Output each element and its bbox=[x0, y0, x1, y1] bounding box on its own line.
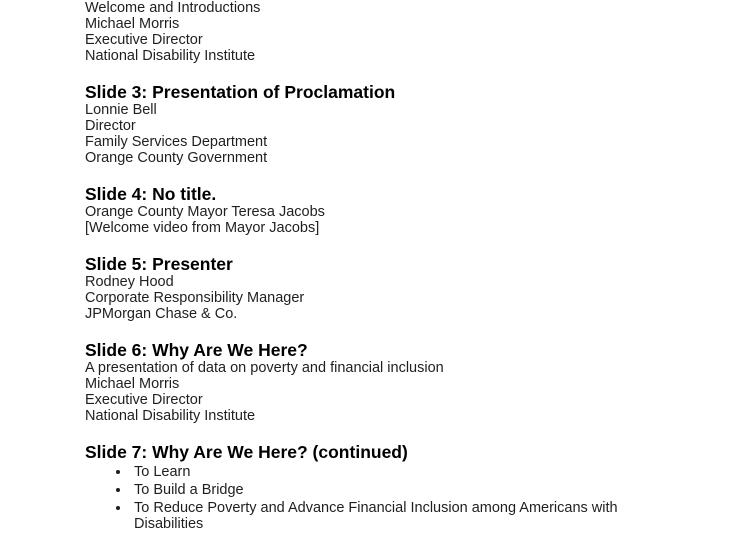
slide-heading: Slide 6: Why Are We Here? bbox=[85, 340, 308, 360]
text-line: Orange County Government bbox=[85, 150, 268, 166]
text-line: JPMorgan Chase & Co. bbox=[85, 306, 238, 322]
slide-heading: Slide 5: Presenter bbox=[85, 254, 233, 274]
text-line: National Disability Institute bbox=[85, 48, 256, 64]
slide-heading: Slide 3: Presentation of Proclamation bbox=[85, 82, 396, 102]
slide-section bbox=[85, 185, 631, 236]
text-line: A presentation of data on poverty and financial inclusion bbox=[85, 360, 444, 376]
text-line: Lonnie Bell bbox=[85, 102, 157, 118]
text-line: Corporate Responsibility Manager bbox=[85, 290, 305, 306]
slide-section bbox=[85, 0, 631, 64]
bullet-list bbox=[85, 464, 631, 532]
text-line: Orange County Mayor Teresa Jacobs bbox=[85, 204, 325, 220]
text-line: Welcome and Introductions bbox=[85, 0, 261, 16]
bullet-item: • To Build a Bridge bbox=[131, 482, 631, 498]
bullet-item: • To Reduce Poverty and Advance Financial Inclusion among Americans with Disabilities bbox=[131, 500, 631, 532]
bullet-item: • To Learn bbox=[131, 464, 631, 480]
slide-section bbox=[85, 255, 631, 322]
text-line: [Welcome video from Mayor Jacobs] bbox=[85, 220, 320, 236]
text-line: Michael Morris bbox=[85, 16, 180, 32]
slide-section bbox=[85, 443, 631, 532]
slide-heading: Slide 4: No title. bbox=[85, 184, 217, 204]
slide-section bbox=[85, 341, 631, 424]
slide-list bbox=[85, 0, 631, 532]
text-line: Rodney Hood bbox=[85, 274, 174, 290]
slide-heading: Slide 7: Why Are We Here? (continued) bbox=[85, 442, 408, 462]
text-line: Family Services Department bbox=[85, 134, 268, 150]
text-line: Executive Director bbox=[85, 392, 203, 408]
text-line: Director bbox=[85, 118, 136, 134]
text-line: Michael Morris bbox=[85, 376, 180, 392]
slide-section bbox=[85, 83, 631, 166]
text-line: Executive Director bbox=[85, 32, 203, 48]
text-line: National Disability Institute bbox=[85, 408, 256, 424]
